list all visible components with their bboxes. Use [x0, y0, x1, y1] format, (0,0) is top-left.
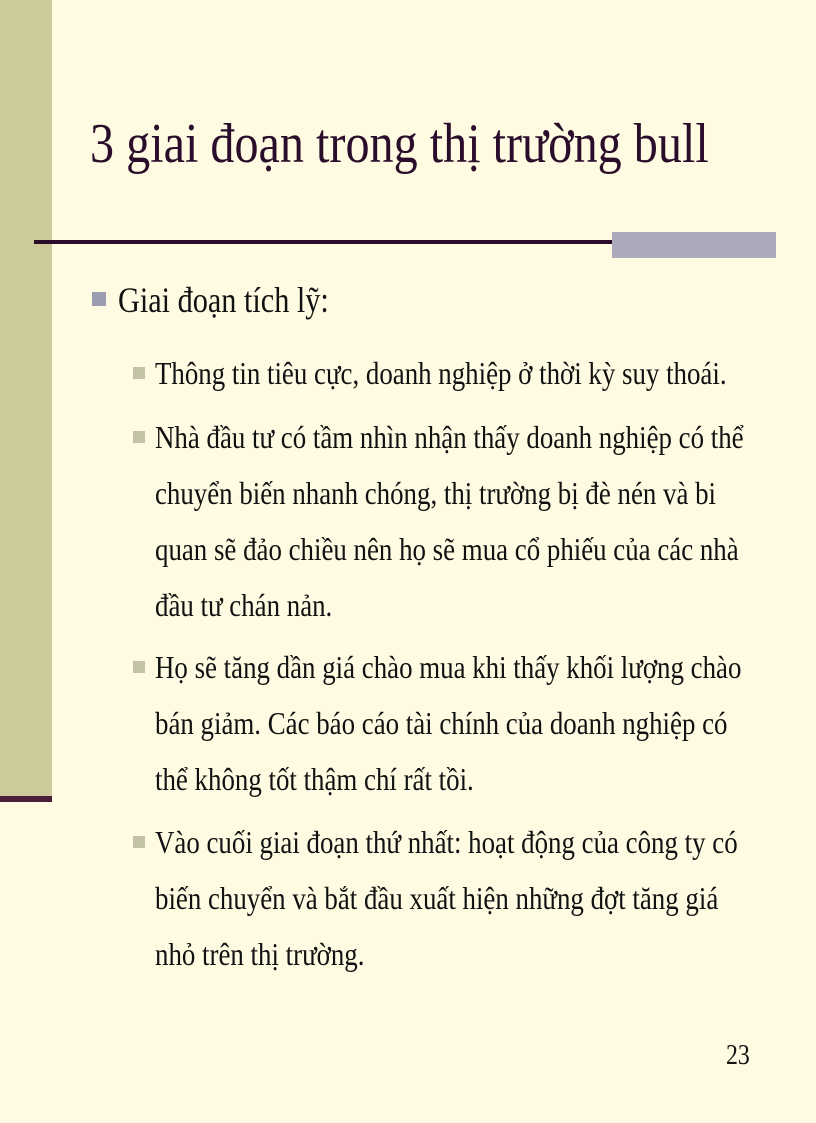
sub-bullet-square-icon: [133, 367, 145, 379]
sub-bullet-square-icon: [133, 661, 145, 673]
left-band-divider: [0, 796, 52, 802]
bullet-square-icon: [92, 292, 106, 306]
left-decorative-band: [0, 0, 52, 800]
title-underline-accent: [612, 232, 776, 258]
page-number: 23: [726, 1040, 750, 1071]
sub-bullet-text: Thông tin tiêu cực, doanh nghiệp ở thời kỳ suy thoái.: [155, 355, 727, 391]
sub-bullet-square-icon: [133, 836, 145, 848]
sub-bullet-text: Nhà đầu tư có tầm nhìn nhận thấy doanh nghiệp có thể chuyển biến nhanh chóng, thị trường bị đè nén và bi quan sẽ đảo chiều nên họ sẽ mua cổ phiếu của các nhà đầu tư chán nản.: [155, 419, 744, 623]
slide-title: 3 giai đoạn trong thị trường bull: [90, 113, 709, 175]
sub-bullet-text: Họ sẽ tăng dần giá chào mua khi thấy khối lượng chào bán giảm. Các báo cáo tài chính của doanh nghiệp có thể không tốt thậm chí rất tồi.: [155, 649, 742, 797]
heading-bullet-text: Giai đoạn tích lỹ:: [118, 280, 329, 320]
sub-bullet-square-icon: [133, 431, 145, 443]
sub-bullet-text: Vào cuối giai đoạn thứ nhất: hoạt động của công ty có biến chuyển và bắt đầu xuất hiện những đợt tăng giá nhỏ trên thị trường.: [155, 824, 738, 972]
